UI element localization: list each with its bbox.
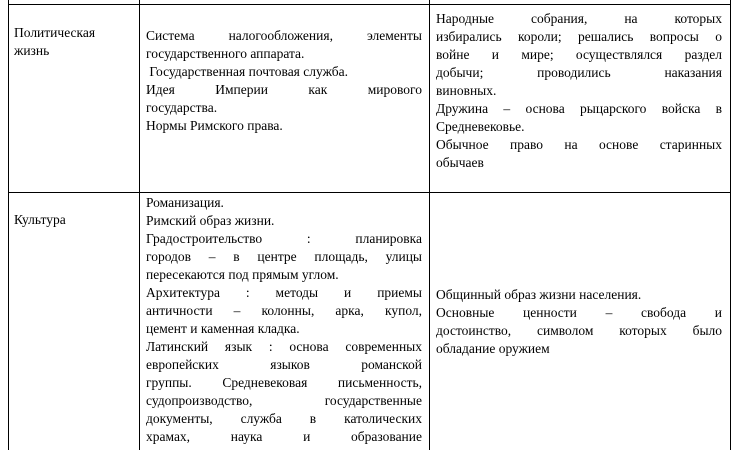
text-line: государственного аппарата. xyxy=(146,46,305,61)
row-label-politics-line-2: жизнь xyxy=(14,43,50,58)
row-label-culture-text: Культура xyxy=(14,212,66,227)
text-line: виновных. xyxy=(436,83,497,98)
text-line: войне и мире; осуществлялся раздел xyxy=(436,47,722,62)
text-line: достоинство, символом которых было xyxy=(436,323,722,338)
text-line: обладание оружием xyxy=(436,341,550,356)
text-line: Средневековье. xyxy=(436,119,525,134)
text-line: Общинный образ жизни населения. xyxy=(436,287,642,302)
text-line: цемент и каменная кладка. xyxy=(146,321,300,336)
germanic-heritage-politics xyxy=(436,10,722,172)
text-line: Римский образ жизни. xyxy=(146,213,275,228)
text-line: Латинский язык : основа современных xyxy=(146,339,422,354)
column-divider-1 xyxy=(139,0,140,450)
row-label-politics xyxy=(14,24,134,60)
text-line: судопроизводство, государственные xyxy=(146,393,422,408)
text-line: Романизация. xyxy=(146,195,224,210)
text-line: Народные собрания, на которых xyxy=(436,11,722,26)
text-line: Архитектура : методы и приемы xyxy=(146,285,422,300)
roman-heritage-politics xyxy=(146,27,422,135)
text-line: Обычное право на основе старинных xyxy=(436,137,722,152)
text-line: избирались короли; решались вопросы о xyxy=(436,29,722,44)
text-line: Основные ценности – свобода и xyxy=(436,305,722,320)
text-line: пересекаются под прямым углом. xyxy=(146,267,339,282)
row-divider-middle xyxy=(8,192,731,193)
table-border-right xyxy=(730,0,731,450)
text-line: европейских языков романской xyxy=(146,357,422,372)
text-line: добычи; проводились наказания xyxy=(436,65,722,80)
column-divider-2 xyxy=(429,0,430,450)
row-label-politics-line-1: Политическая xyxy=(14,25,96,40)
text-line: Идея Империи как мирового xyxy=(146,82,422,97)
text-line: документы, служба в католических xyxy=(146,411,422,426)
text-line: античности – колонны, арка, купол, xyxy=(146,303,422,318)
table-border-left xyxy=(8,0,9,450)
germanic-heritage-culture xyxy=(436,286,722,358)
text-line: группы. Средневековая письменность, xyxy=(146,375,422,390)
roman-heritage-culture xyxy=(146,194,422,446)
text-line: Государственная почтовая служба. xyxy=(146,64,348,79)
text-line: Дружина – основа рыцарского войска в xyxy=(436,101,722,116)
text-line: городов – в центре площадь, улицы xyxy=(146,249,422,264)
text-line: храмах, наука и образование xyxy=(146,429,422,444)
text-line: Система налогообложения, элементы xyxy=(146,28,422,43)
text-line: обычаев xyxy=(436,155,484,170)
text-line: Нормы Римского права. xyxy=(146,118,283,133)
row-divider-top xyxy=(8,4,731,5)
row-label-culture xyxy=(14,211,134,229)
text-line: Градостроительство : планировка xyxy=(146,231,422,246)
text-line: государства. xyxy=(146,100,218,115)
